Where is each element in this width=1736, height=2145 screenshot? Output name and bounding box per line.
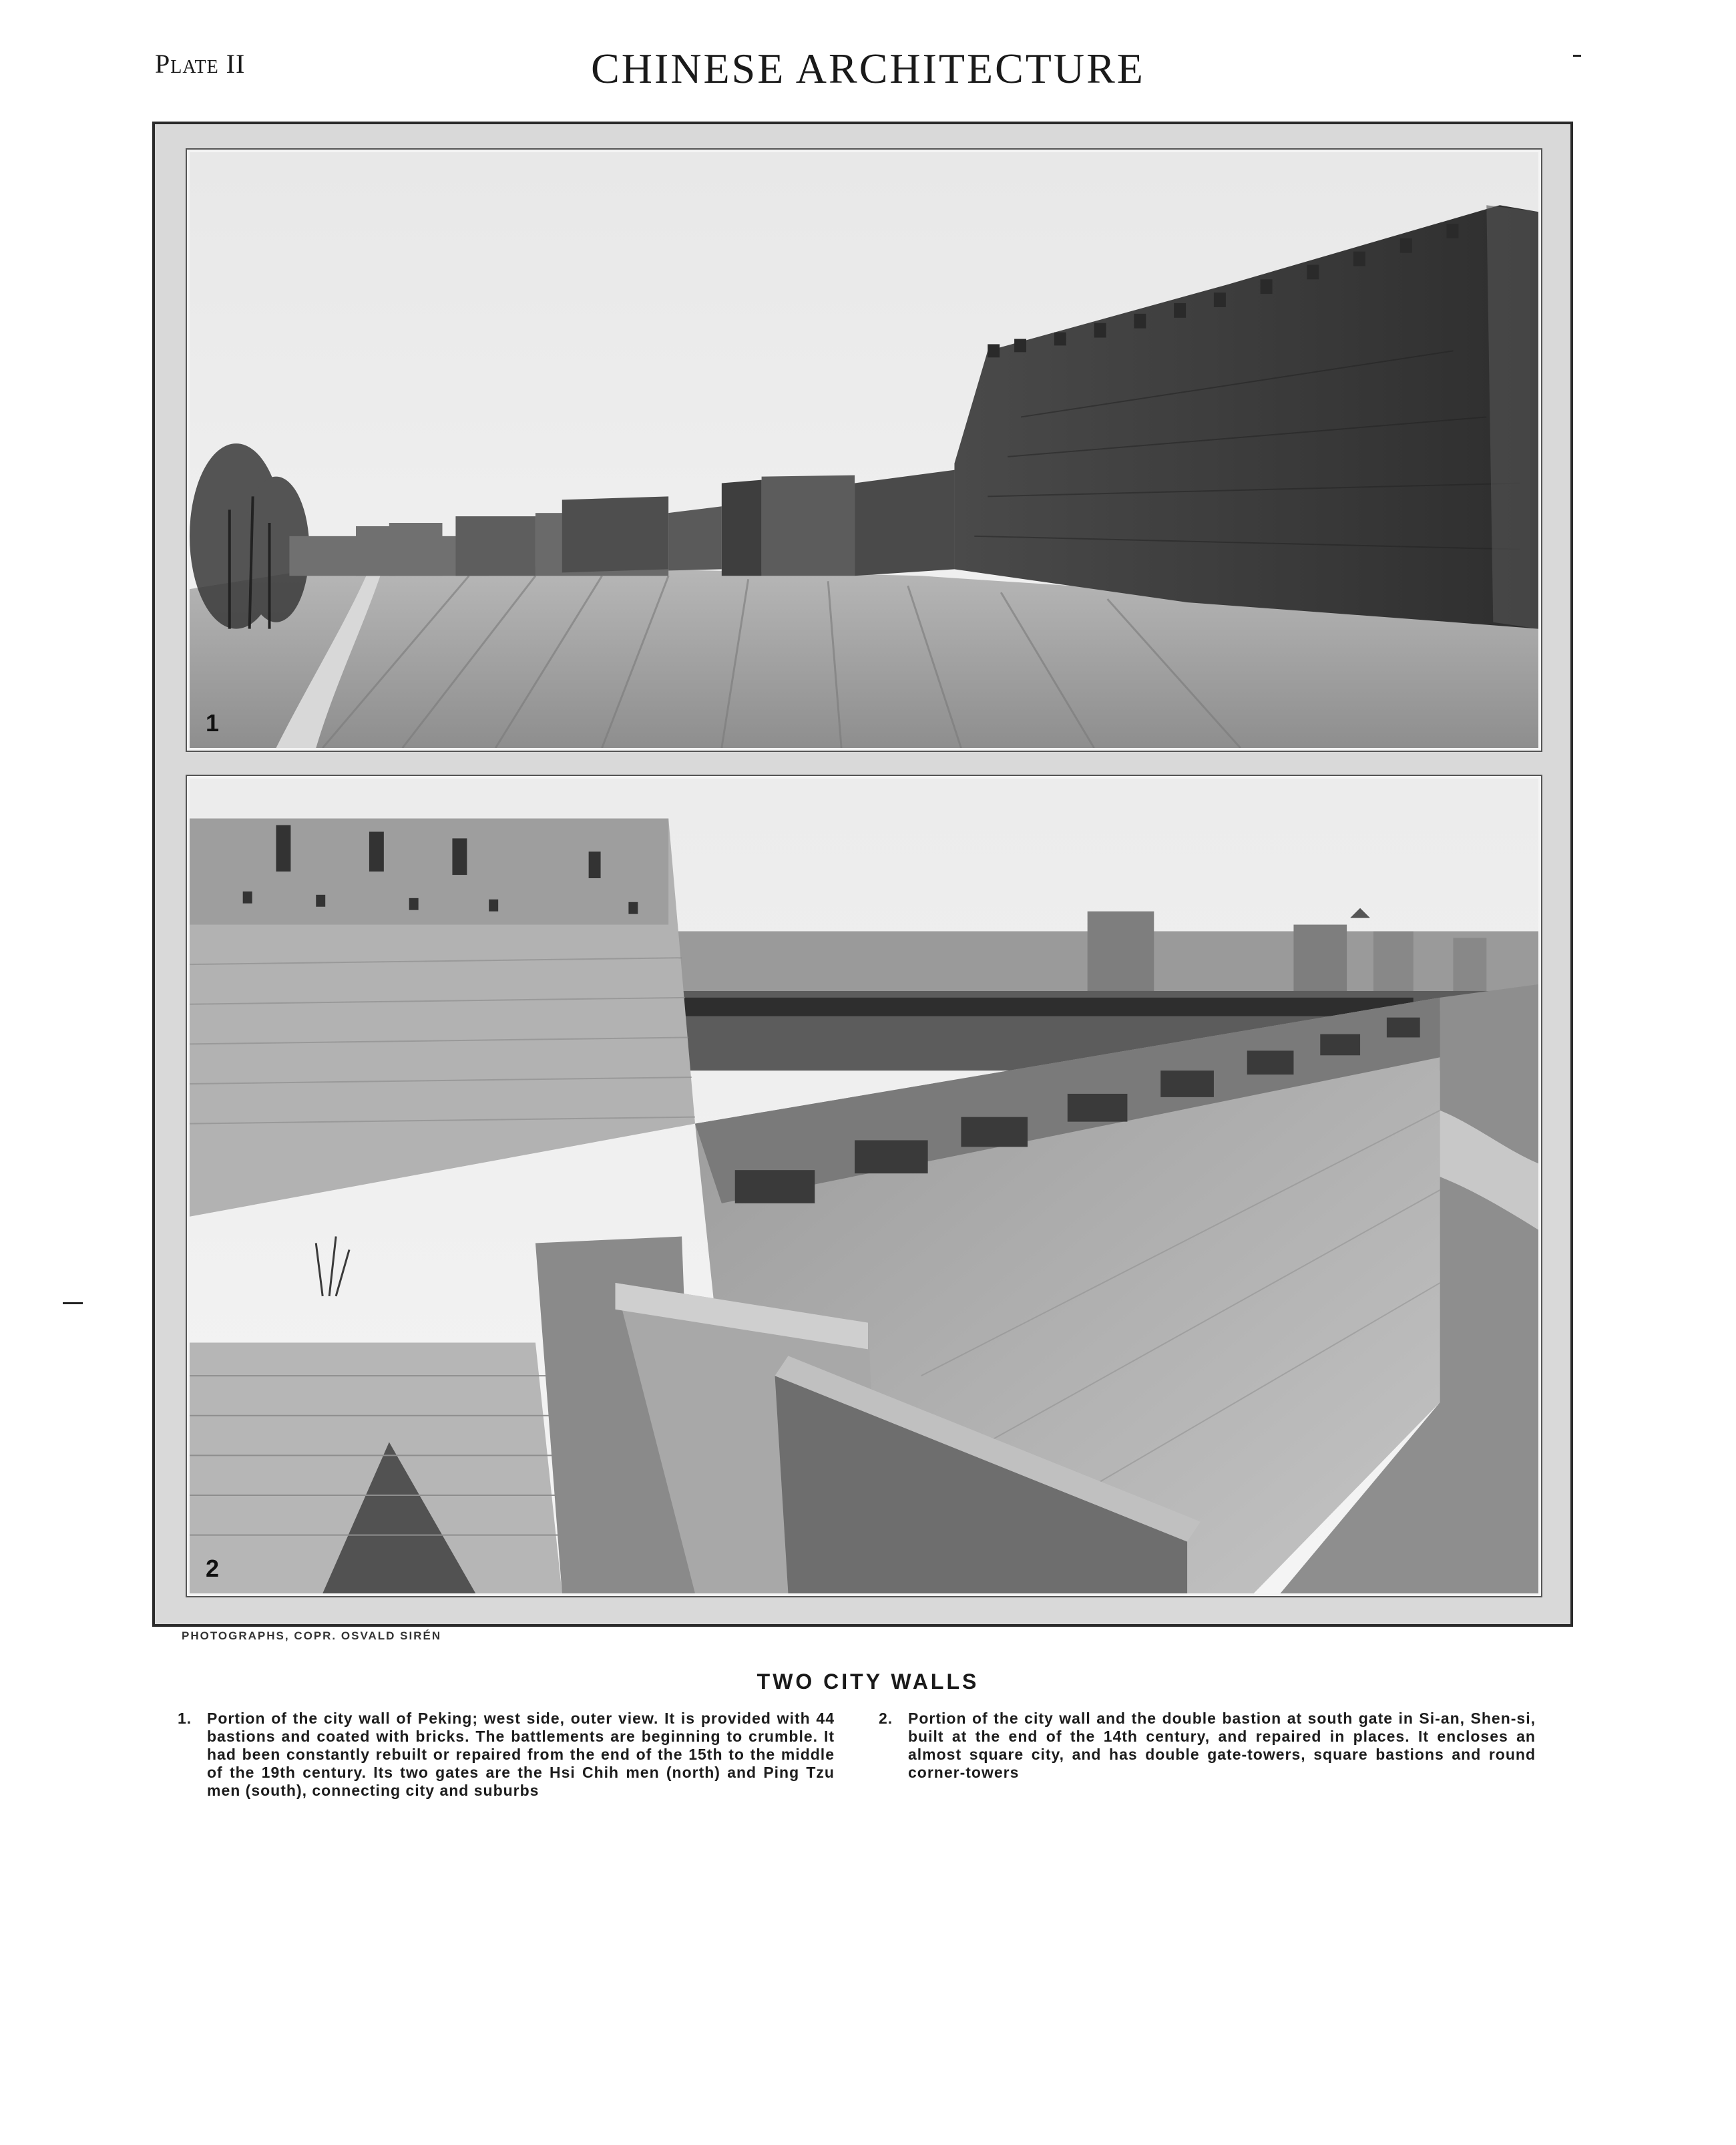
- plate-label: Plate II: [155, 49, 246, 79]
- photo-number: 1: [206, 709, 220, 737]
- plate-frame: [152, 122, 1573, 1627]
- page-title: CHINESE ARCHITECTURE: [591, 45, 1145, 92]
- caption-number: 1.: [178, 1710, 192, 1727]
- caption-2: [879, 1710, 1536, 1782]
- photo-2-image: [190, 779, 1538, 1593]
- caption-1: [178, 1710, 835, 1800]
- photo-credit: PHOTOGRAPHS, COPR. OSVALD SIRÉN: [182, 1629, 442, 1642]
- photo-number: 2: [206, 1555, 220, 1582]
- margin-mark: [63, 1302, 83, 1304]
- photo-1-image: [190, 152, 1538, 748]
- caption-text: Portion of the city wall and the double bastion at south gate in Si-an, Shen-si, built at the end of the 14th century, and repaired in places. It encloses an almost square city, and has double gate-towers, square bastions and round corner-towers: [908, 1710, 1536, 1781]
- margin-mark: [1573, 55, 1581, 57]
- photo-sian-city-wall: [187, 776, 1541, 1596]
- photo-peking-city-wall: [187, 150, 1541, 751]
- caption-number: 2.: [879, 1710, 893, 1727]
- caption-text: Portion of the city wall of Peking; west side, outer view. It is provided with 44 bastions and coated with bricks. The battlements are beginning to crumble. It had been constantly rebuilt or repaired from the end of the 15th to the middle of the 19th century. Its two gates are the Hsi Chih men (north) and Ping Tzu men (south), connecting city and suburbs: [207, 1710, 835, 1799]
- caption-title: TWO CITY WALLS: [756, 1670, 980, 1694]
